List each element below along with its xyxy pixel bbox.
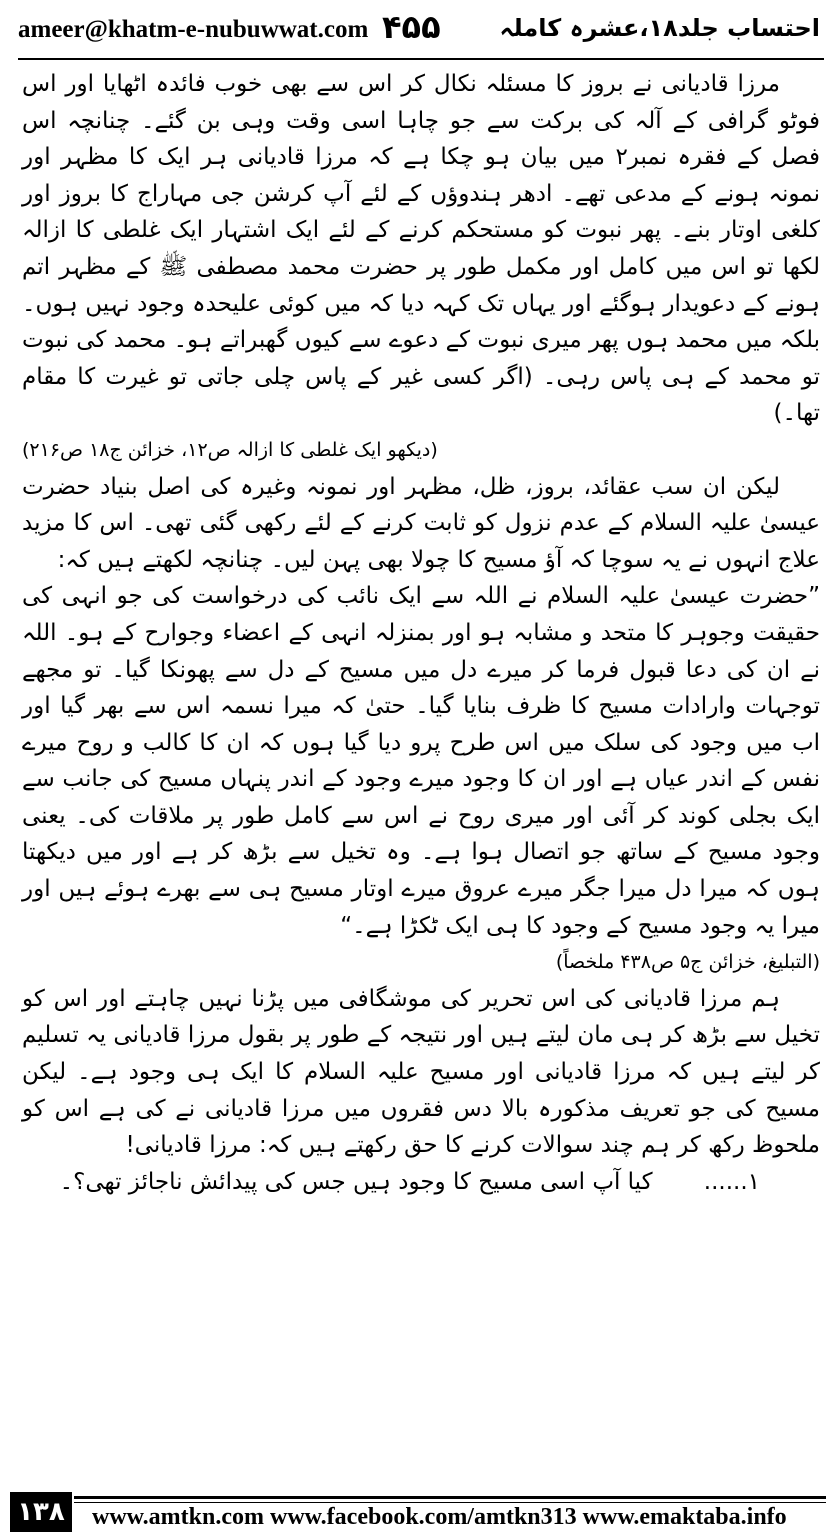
quotation: ”حضرت عیسیٰ علیہ السلام نے اللہ سے ایک نائب کی درخواست کی جو انہی کی حقیقت وجوہر کا متحد و مشابہ ہو اور بمنزلہ انہی کے اعضاء وجوارح کے ہو۔ اللہ نے ان کی دعا قبول فرما کر میرے دل میں مسیح کے دل سے پھونکا گیا۔ تو مجھے توجہات وارادات مسیح کا ظرف بنایا گیا۔ حتیٰ کہ میرا نسمہ اس سے بھر گیا اور اب میں وجود کی سلک میں اس طرح پرو دیا گیا ہوں کہ ان کا کالب و روح میرے نفس کے اندر عیاں ہے اور ان کا وجود میرے وجود کے اندر پنہاں مسیح کی جانب سے ایک بجلی کوند کر آئی اور میری روح نے اس سے کامل طور پر ملاقات کی۔ یعنی وجود مسیح کے ساتھ جو اتصال ہوا ہے۔ وہ تخیل سے بڑھ کر ہے اور میں دیکھتا ہوں کہ میرا دل میرا جگر میرے عروق میرے اوتار مسیح ہی سے بھرے ہوئے ہیں اور میرا یہ وجود مسیح کے وجود کا ہی ایک ٹکڑا ہے۔“ bbox=[22, 583, 820, 939]
reference-2: (التبلیغ، خزائن ج۵ ص۴۳۸ ملخصاً) bbox=[555, 951, 820, 974]
page-body bbox=[22, 66, 820, 1200]
page-footer bbox=[0, 1488, 840, 1540]
question-marker: ۱...... bbox=[703, 1168, 760, 1195]
reference-1: (دیکھو ایک غلطی کا ازالہ ص۱۲، خزائن ج۱۸ ص۲۱۶) bbox=[22, 438, 438, 461]
footer-urls: www.amtkn.com www.facebook.com/amtkn313 www.emaktaba.info bbox=[92, 1504, 787, 1530]
paragraph-3: ہم مرزا قادیانی کی اس تحریر کی موشگافی میں پڑنا نہیں چاہتے اور اس کو تخیل سے بڑھ کر ہی مان لیتے ہیں اور نتیجہ کے طور پر بقول مرزا قادیانی یہ تسلیم کر لیتے ہیں کہ مرزا قادیانی اور مسیح علیہ السلام کا ایک ہی وجود ہے۔ لیکن مسیح کی جو تعریف مذکورہ بالا دس فقروں میں مرزا قادیانی نے کی ہے اس کو ملحوظ رکھ کر ہم چند سوالات کرنے کا حق رکھتے ہیں کہ: مرزا قادیانی! bbox=[22, 985, 820, 1159]
header-page-number: ۴۵۵ bbox=[382, 8, 441, 46]
footer-rule-thin bbox=[74, 1502, 826, 1503]
paragraph-2: لیکن ان سب عقائد، بروز، ظل، مظہر اور نمونہ وغیرہ کی اصل بنیاد حضرت عیسیٰ علیہ السلام کے عدم نزول کو ثابت کرنے کے لئے رکھی گئی تھی۔ اس کا مزید علاج انہوں نے یہ سوچا کہ آؤ مسیح کا چولا بھی پہن لیں۔ چنانچہ لکھتے ہیں کہ: bbox=[22, 473, 820, 573]
page-header bbox=[0, 0, 840, 58]
question-text: کیا آپ اسی مسیح کا وجود ہیں جس کی پیدائش ناجائز تھی؟۔ bbox=[59, 1168, 653, 1195]
header-rule bbox=[18, 58, 824, 60]
header-book-title: احتساب جلد۱۸،عشرہ کاملہ bbox=[499, 14, 820, 42]
footer-page-box: ۱۳۸ bbox=[10, 1492, 72, 1532]
question-1 bbox=[22, 1164, 820, 1201]
footer-rule-thick bbox=[74, 1496, 826, 1499]
header-email: ameer@khatm-e-nubuwwat.com bbox=[18, 16, 369, 43]
paragraph-1: مرزا قادیانی نے بروز کا مسئلہ نکال کر اس سے بھی خوب فائدہ اٹھایا اور اس فوٹو گرافی کے آلہ کی برکت سے جو چاہا اسی وقت وہی بن گئے۔ چنانچہ اس فصل کے فقرہ نمبر۲ میں بیان ہو چکا ہے کہ مرزا قادیانی ہر ایک کا مظہر اور نمونہ ہونے کے مدعی تھے۔ ادھر ہندوؤں کے لئے آپ کرشن جی مہاراج کا بروز اور کلغی اوتار بنے۔ پھر نبوت کو مستحکم کرنے کے لئے ایک اشتہار ایک غلطی کا ازالہ لکھا تو اس میں کامل اور مکمل طور پر حضرت محمد مصطفی ﷺ کے مظہر اتم ہونے کے دعویدار ہوگئے اور یہاں تک کہہ دیا کہ میں کوئی علیحدہ وجود نہیں ہوں۔ بلکہ میں محمد ہوں پھر میری نبوت کے دعوے سے کیوں گھبراتے ہو۔ محمد کی نبوت تو محمد کے ہی پاس رہی۔ (اگر کسی غیر کے پاس چلی جاتی تو غیرت کا مقام تھا۔) bbox=[22, 71, 820, 427]
